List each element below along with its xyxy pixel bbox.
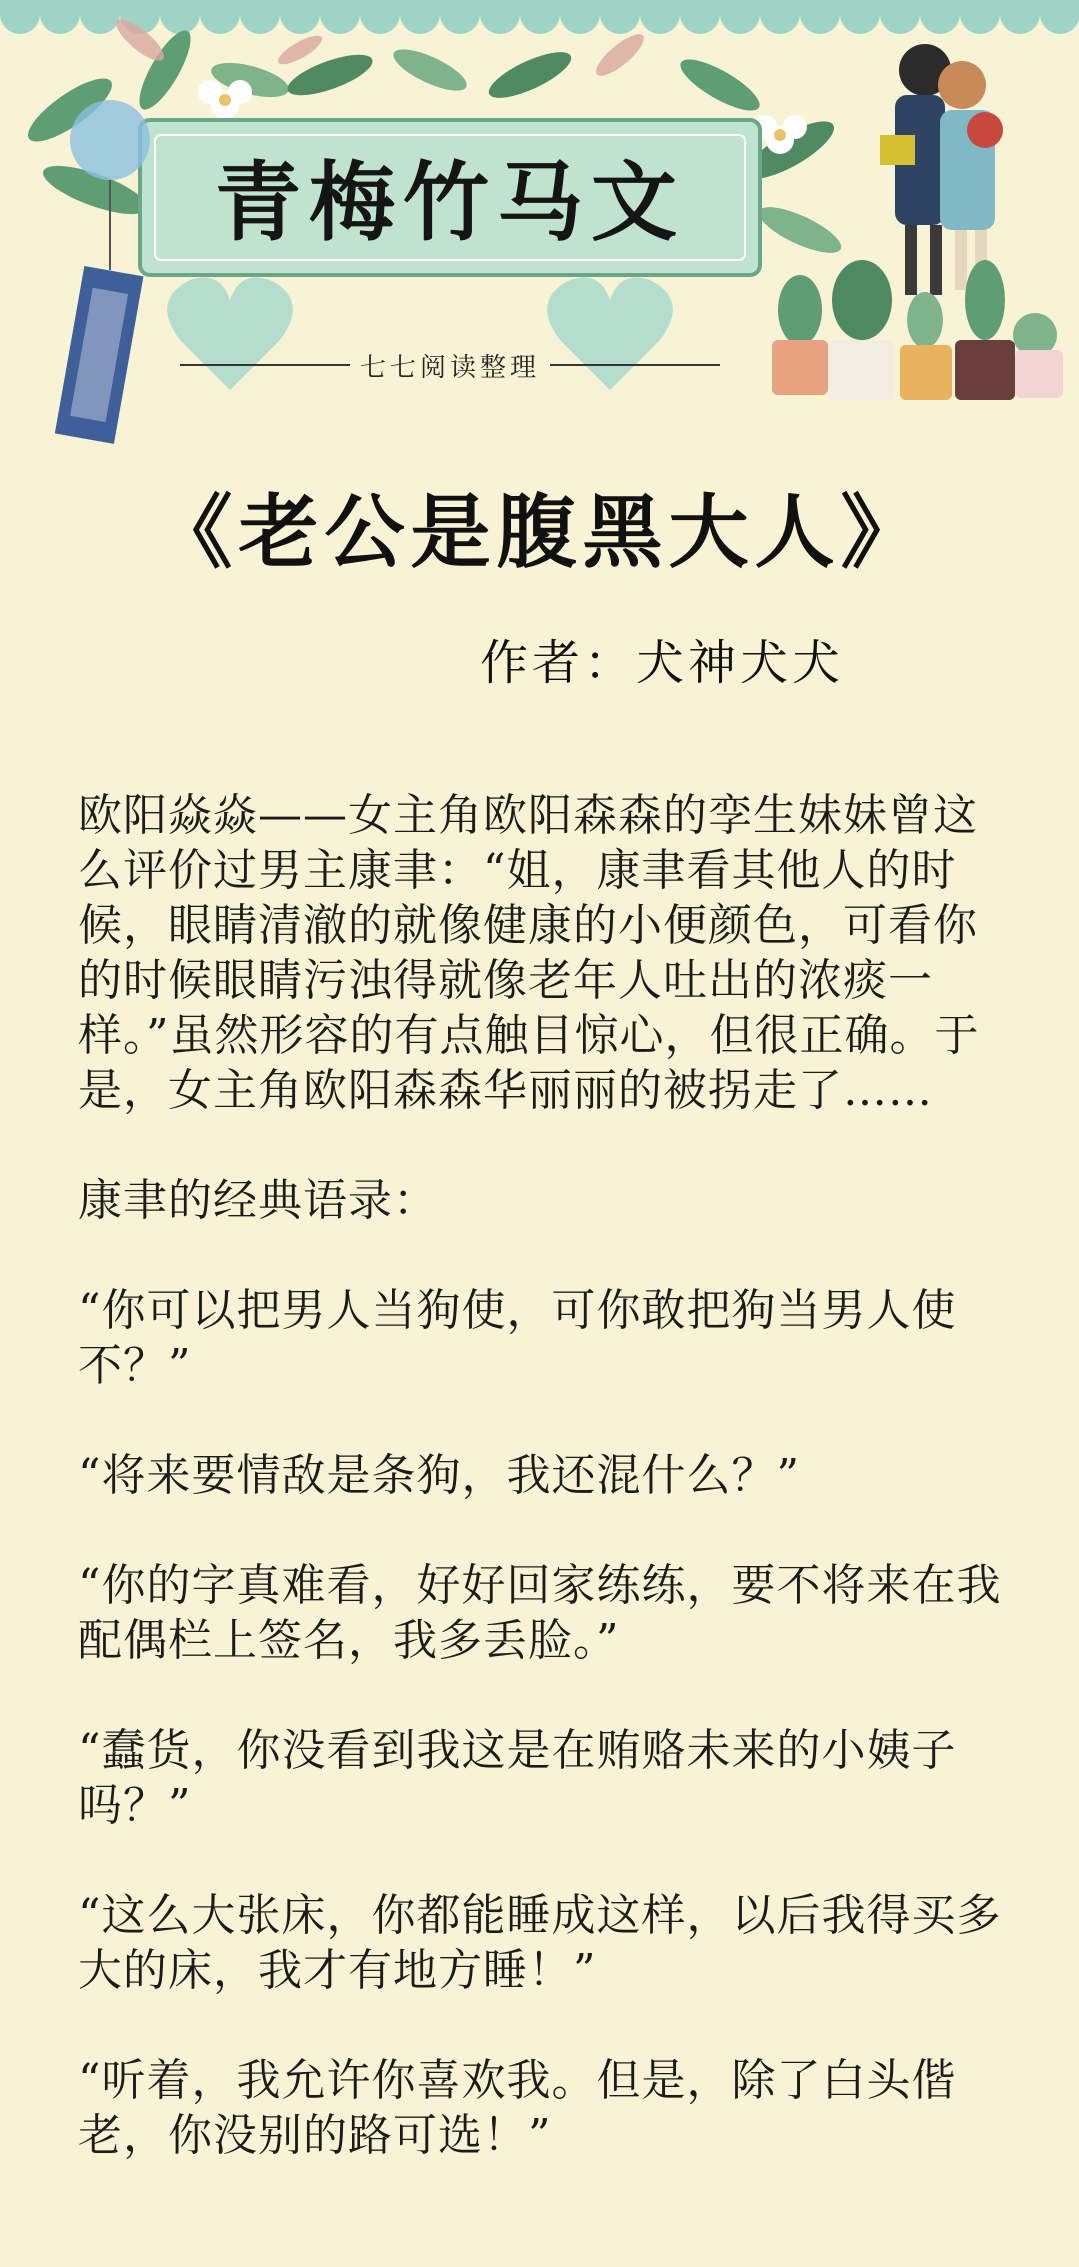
quote-item: “你可以把男人当狗使，可你敢把狗当男人使不？” bbox=[78, 1285, 957, 1391]
quote-item: “这么大张床，你都能睡成这样，以后我得买多大的床，我才有地方睡！” bbox=[78, 1890, 1002, 1996]
book-title: 《老公是腹黑大人》 bbox=[152, 486, 927, 579]
quote-item: “你的字真难看，好好回家练练，要不将来在我配偶栏上签名，我多丢脸。” bbox=[78, 1560, 1002, 1666]
quotes-heading: 康聿的经典语录： bbox=[78, 1175, 438, 1226]
quote-item: “听着，我允许你喜欢我。但是，除了白头偕老，你没别的路可选！” bbox=[78, 2055, 957, 2161]
leaf-icon bbox=[111, 13, 650, 82]
banner-title: 青梅竹马文 bbox=[215, 153, 685, 253]
cactus-icon bbox=[772, 260, 1063, 400]
quote-item: “蠢货，你没看到我这是在贿赂未来的小姨子吗？” bbox=[78, 1725, 957, 1831]
subtitle bbox=[170, 345, 730, 385]
wind-chime-icon bbox=[55, 100, 150, 444]
quote-item: “将来要情敌是条狗，我还混什么？” bbox=[78, 1450, 800, 1501]
intro-paragraph: 欧阳焱焱——女主角欧阳森森的孪生妹妹曾这么评价过男主康聿：“姐，康聿看其他人的时候，眼睛清澈的就像健康的小便颜色，可看你的时候眼睛污浊得就像老年人吐出的浓痰一样。”虽然形容的有点触目惊心，但很正确。于是，女主角欧阳森森华丽丽的被拐走了…… bbox=[78, 790, 980, 1116]
article-body bbox=[78, 788, 1008, 2163]
subtitle-text: 七七阅读整理 bbox=[360, 352, 541, 383]
couple-illustration bbox=[880, 44, 1003, 295]
author-line: 作者：犬神犬犬 bbox=[480, 635, 845, 691]
